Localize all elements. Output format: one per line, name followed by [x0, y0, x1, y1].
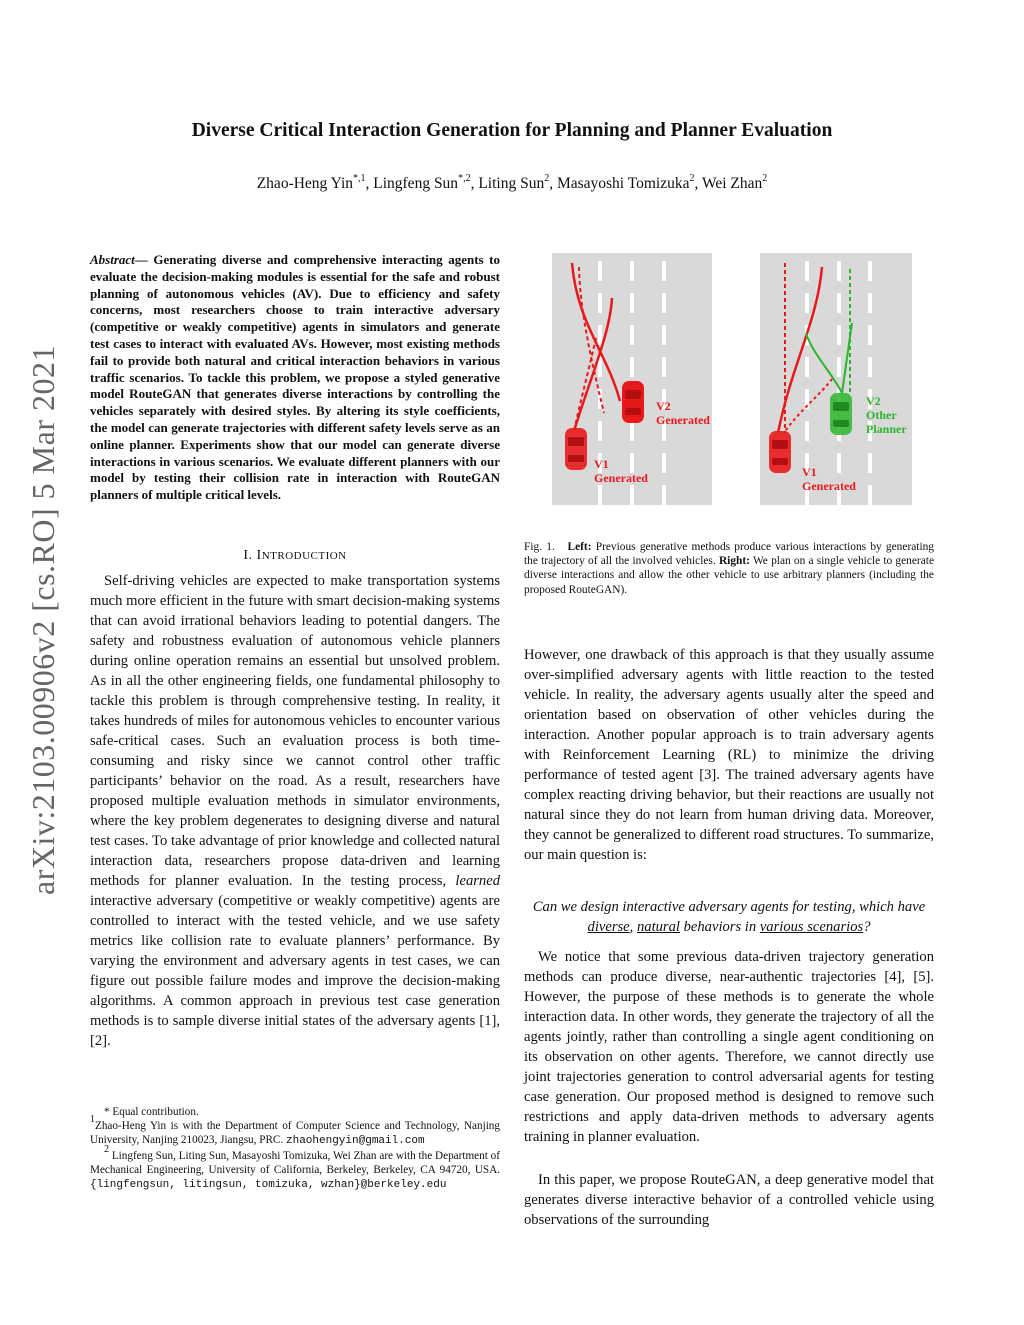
paragraph: Self-driving vehicles are expected to make transportation systems much more efficient in the future with smart decision-making systems that can avoid irrational behaviors leading to potential dangers. The safety and robustness evaluation of autonomous vehicle planners during online operation remains an essential but unsolved problem. As in all the other engineering fields, one fundamental philosophy to tackle this problem is through comprehensive testing. In reality, it takes hundreds of miles for autonomous vehicles to encounter various safe-critical cases. Such an evaluation process is both time-consuming and risky since we cannot control other traffic participants’ behavior on the road. As a result, researchers have proposed multiple evaluation methods in simulator environments, where the key problem degenerates to designing diverse and natural test cases. To take advantage of prior knowledge and collected natural interaction data, researchers propose data-driven and learning methods for planner evaluation. In the testing process, learned interactive adversary (competitive or weakly competitive) agents are controlled to interact with the tested vehicle, and we use safety metrics like collision rate to evaluate planners’ performance. By varying the environment and adversary agents in test cases, we can figure out possible failure modes and improve the decision-making algorithms. A common approach in previous test case generation methods is to sample diverse initial states of the adversary agents [1], [2]. — [90, 573, 500, 1049]
label-v1-left-sub: Generated — [594, 471, 648, 485]
footnotes — [90, 1105, 500, 1192]
author: Zhao-Heng Yin$^{*,1}$, — [256, 173, 374, 192]
car-v2-left — [622, 381, 644, 423]
email-link[interactable]: {lingfengsun, litingsun, tomizuka, wzhan}@berkeley.edu — [90, 1179, 447, 1192]
label-v2-right: V2 — [866, 394, 881, 408]
footnote-equal: * Equal contribution. — [104, 1106, 199, 1118]
arxiv-identifier: arXiv:2103.00906v2 [cs.RO] 5 Mar 2021 — [25, 345, 61, 895]
car-v1-right — [769, 431, 791, 473]
right-column-paragraph-1: However, one drawback of this approach is that they usually assume over-simplified adversary agents with little reaction to the tested vehicle. In reality, the adversary agents usually alter the speed and orientation based on observation of other vehicles during the interaction. Another popular approach is to train adversary agents with Reinforcement Learning (RL) to minimize the driving performance of tested agent [3]. The trained adversary agents have complex reacting driving behavior, but their reactions are usually not natural since they do not learn from human driving data. Moreover, they cannot be generalized to different road structures. To summarize, our main question is: — [524, 647, 934, 863]
email-link[interactable]: zhaohengyin@gmail.com — [286, 1135, 425, 1148]
abstract-label: Abstract — [90, 252, 135, 267]
label-v1-left: V1 — [594, 457, 609, 471]
car-v1-left — [565, 428, 587, 470]
right-column-paragraph-2: We notice that some previous data-driven trajectory generation methods can produce diverse, near-authentic trajectories [4], [5]. However, the purpose of these methods is to generate the whole interaction data. In other words, they generate the trajectory of all the agents jointly, rather than controlling a single agent conditioning on its observation on other agents. Therefore, we cannot directly use joint trajectories generation to control adversarial agents for testing case generation. Our proposed method is designed to remove such restrictions and apply data-driven methods to adversary agents training in planner evaluation. — [524, 949, 934, 1145]
abstract-text: Generating diverse and comprehensive interacting agents to evaluate the decision-making modules is essential for the safe and robust planning of autonomous vehicles (AV). Due to efficiency and safety concerns, most researchers choose to train interactive adversary (competitive or weakly competitive) agents in simulators and generate test cases to interact with evaluated AVs. However, most existing methods fail to provide both natural and critical interaction behaviors in various traffic scenarios. To tackle this problem, we propose a styled generative model RouteGAN that generates diverse interactions by controlling the vehicles separately with desired styles. By altering its style coefficients, the model can generate trajectories with different safety levels serve as an online planner. Experiments show that our model can generate diverse interactions in various scenarios. We evaluate different planners with our model by testing their collision rate in interaction with RouteGAN planners of multiple critical levels. — [90, 252, 500, 503]
author: Lingfeng Sun$^{*,2}$, — [373, 173, 479, 192]
label-v2-left-sub: Generated — [656, 413, 710, 427]
abstract — [90, 252, 500, 504]
label-v2-right-sub1: Other — [866, 408, 897, 422]
label-v2-left: V2 — [656, 399, 671, 413]
paper-title: Diverse Critical Interaction Generation for Planning and Planner Evaluation — [191, 120, 833, 141]
section-heading-introduction: I. INTRODUCTION — [243, 548, 347, 563]
abstract-dash: — — [134, 252, 148, 267]
right-column-paragraph-3: In this paper, we propose RouteGAN, a deep generative model that generates diverse interactive behavior of a controlled vehicle using observations of the surrounding — [524, 1172, 934, 1228]
label-v1-right: V1 — [802, 465, 817, 479]
footnote-1: $^1$Zhao-Heng Yin is with the Department of Computer Science and Technology, Nanjing University, Nanjing 210023, Jiangsu, PRC. zhaohengyin@gmail.com — [90, 1114, 500, 1148]
label-v2-right-sub2: Planner — [866, 422, 907, 436]
author-list — [0, 175, 1024, 193]
author: Masayoshi Tomizuka$^2$, — [556, 173, 702, 192]
car-v2-right — [830, 393, 852, 435]
figure-1-driving-diagram — [552, 253, 912, 505]
introduction-body — [90, 571, 500, 1051]
figure-caption: Fig. 1. Left: Previous generative methods produce various interactions by generating the trajectory of all the involved vehicles. Right: We plan on a single vehicle to generate diverse interactions and allow the other vehicle to use arbitrary planners (including the proposed RouteGAN). — [524, 541, 935, 596]
main-question: Can we design interactive adversary agents for testing, which have diverse, natural behaviors in various scenarios? — [532, 899, 926, 935]
author: Liting Sun$^2$, — [478, 173, 557, 192]
footnote-2: $^2$ Lingfeng Sun, Liting Sun, Masayoshi Tomizuka, Wei Zhan are with the Department of Mechanical Engineering, University of California, Berkeley, Berkeley, CA 94720, USA. {lingfengsun, litingsun, tomizuka, wzhan}@berkeley.edu — [90, 1143, 500, 1192]
label-v1-right-sub: Generated — [802, 479, 856, 493]
author: Wei Zhan$^2$ — [701, 173, 768, 192]
